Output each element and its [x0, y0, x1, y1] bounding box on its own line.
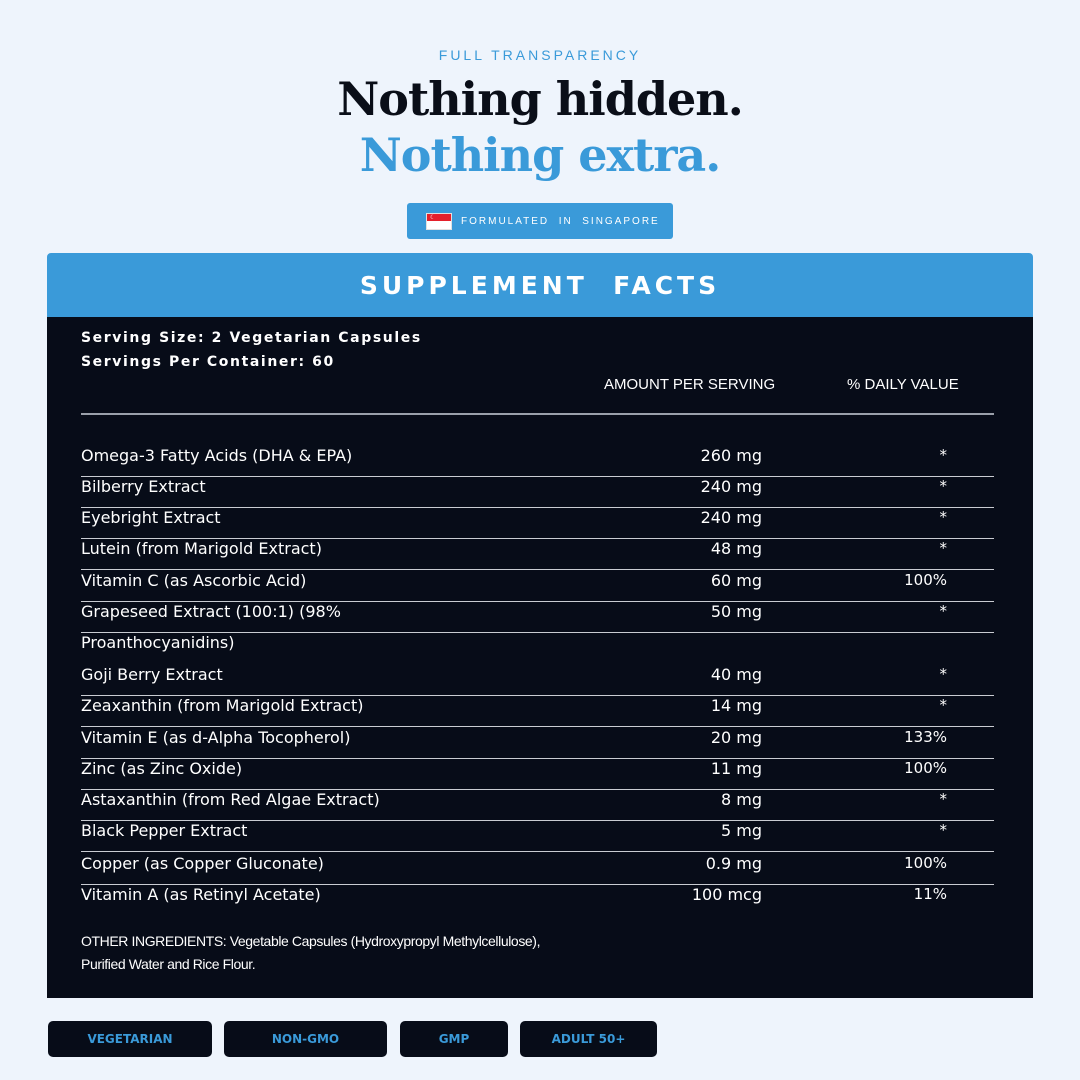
- tag-gmp: GMP: [400, 1021, 508, 1057]
- ingredient-name: Omega-3 Fatty Acids (DHA & EPA): [81, 446, 353, 465]
- ingredient-amount: 48 mg: [710, 539, 762, 558]
- ingredient-amount: 240 mg: [700, 477, 762, 496]
- other-ingredients-line-2: Purified Water and Rice Flour.: [81, 956, 256, 972]
- ingredient-daily-value: 100%: [904, 854, 947, 872]
- ingredient-daily-value: 133%: [904, 728, 947, 746]
- ingredient-name: Vitamin E (as d-Alpha Tocopherol): [81, 728, 351, 747]
- ingredient-amount: 50 mg: [710, 602, 762, 621]
- ingredient-name: Grapeseed Extract (100:1) (98%: [81, 602, 341, 621]
- ingredient-name: Zeaxanthin (from Marigold Extract): [81, 696, 364, 715]
- ingredient-row: [81, 446, 994, 477]
- ingredient-amount: 260 mg: [700, 446, 762, 465]
- supplement-facts-title: SUPPLEMENT FACTS: [359, 270, 721, 300]
- serving-size: Serving Size: 2 Vegetarian Capsules: [81, 330, 422, 346]
- row-divider: [81, 726, 994, 728]
- ingredient-name: Zinc (as Zinc Oxide): [81, 759, 243, 778]
- other-ingredients-line-1: OTHER INGREDIENTS: Vegetable Capsules (Hydroxypropyl Methylcellulose),: [81, 933, 541, 949]
- ingredient-row: [81, 759, 994, 790]
- ingredient-amount: 8 mg: [720, 790, 762, 809]
- ingredient-name: Copper (as Copper Gluconate): [81, 854, 324, 873]
- ingredient-name: Goji Berry Extract: [81, 665, 223, 684]
- ingredient-name: Eyebright Extract: [81, 508, 221, 527]
- tag-vegetarian: VEGETARIAN: [48, 1021, 212, 1057]
- singapore-flag-icon: ☾: [426, 213, 452, 230]
- other-ingredients: [81, 930, 641, 976]
- ingredient-amount: 240 mg: [700, 508, 762, 527]
- ingredient-amount: 40 mg: [710, 665, 762, 684]
- ingredient-name: Bilberry Extract: [81, 477, 206, 496]
- ingredient-amount: 0.9 mg: [705, 854, 762, 873]
- ingredient-row: [81, 728, 994, 759]
- ingredient-daily-value: *: [939, 446, 947, 464]
- ingredient-row: [81, 885, 994, 916]
- ingredient-row: [81, 602, 994, 665]
- headline-line-1: Nothing hidden.: [337, 72, 743, 126]
- ingredient-daily-value: 100%: [904, 759, 947, 777]
- ingredient-row: [81, 508, 994, 539]
- ingredient-name: Black Pepper Extract: [81, 821, 248, 840]
- ingredient-amount: 14 mg: [710, 696, 762, 715]
- ingredient-name: Vitamin C (as Ascorbic Acid): [81, 571, 307, 590]
- ingredient-daily-value: *: [939, 790, 947, 808]
- column-header-daily-value: % DAILY VALUE: [847, 376, 959, 393]
- ingredient-daily-value: *: [939, 539, 947, 557]
- ingredient-daily-value: *: [939, 508, 947, 526]
- ingredient-row: [81, 790, 994, 821]
- origin-badge-label: FORMULATED IN SINGAPORE: [461, 215, 660, 227]
- ingredient-daily-value: 11%: [913, 885, 947, 903]
- supplement-facts-header: [47, 253, 1033, 317]
- ingredient-name: Astaxanthin (from Red Algae Extract): [81, 790, 380, 809]
- header-divider: [81, 413, 994, 415]
- ingredient-amount: 5 mg: [720, 821, 762, 840]
- tag-adult-50: ADULT 50+: [520, 1021, 657, 1057]
- ingredient-name-continued: Proanthocyanidins): [81, 633, 235, 652]
- ingredient-daily-value: *: [939, 696, 947, 714]
- ingredient-amount: 60 mg: [710, 571, 762, 590]
- ingredient-daily-value: *: [939, 821, 947, 839]
- supplement-facts-panel: [47, 317, 1033, 998]
- ingredient-daily-value: *: [939, 665, 947, 683]
- eyebrow-label: FULL TRANSPARENCY: [438, 47, 642, 63]
- column-header-amount: AMOUNT PER SERVING: [604, 376, 776, 393]
- row-divider: [81, 632, 994, 634]
- ingredient-row: [81, 665, 994, 696]
- ingredient-amount: 11 mg: [710, 759, 762, 778]
- row-divider: [81, 569, 994, 571]
- ingredient-daily-value: 100%: [904, 571, 947, 589]
- ingredient-row: [81, 539, 994, 570]
- ingredient-row: [81, 696, 994, 727]
- servings-per-container: Servings Per Container: 60: [81, 354, 335, 370]
- tag-non-gmo: NON-GMO: [224, 1021, 387, 1057]
- row-divider: [81, 851, 994, 853]
- ingredient-name: Vitamin A (as Retinyl Acetate): [81, 885, 321, 904]
- ingredient-row: [81, 854, 994, 885]
- ingredient-name: Lutein (from Marigold Extract): [81, 539, 322, 558]
- origin-badge: [407, 203, 673, 239]
- ingredient-daily-value: *: [939, 602, 947, 620]
- ingredient-row: [81, 477, 994, 508]
- headline-line-2: Nothing extra.: [359, 128, 721, 182]
- ingredient-daily-value: *: [939, 477, 947, 495]
- ingredient-row: [81, 821, 994, 852]
- ingredient-row: [81, 571, 994, 602]
- ingredient-amount: 100 mcg: [691, 885, 762, 904]
- ingredient-amount: 20 mg: [710, 728, 762, 747]
